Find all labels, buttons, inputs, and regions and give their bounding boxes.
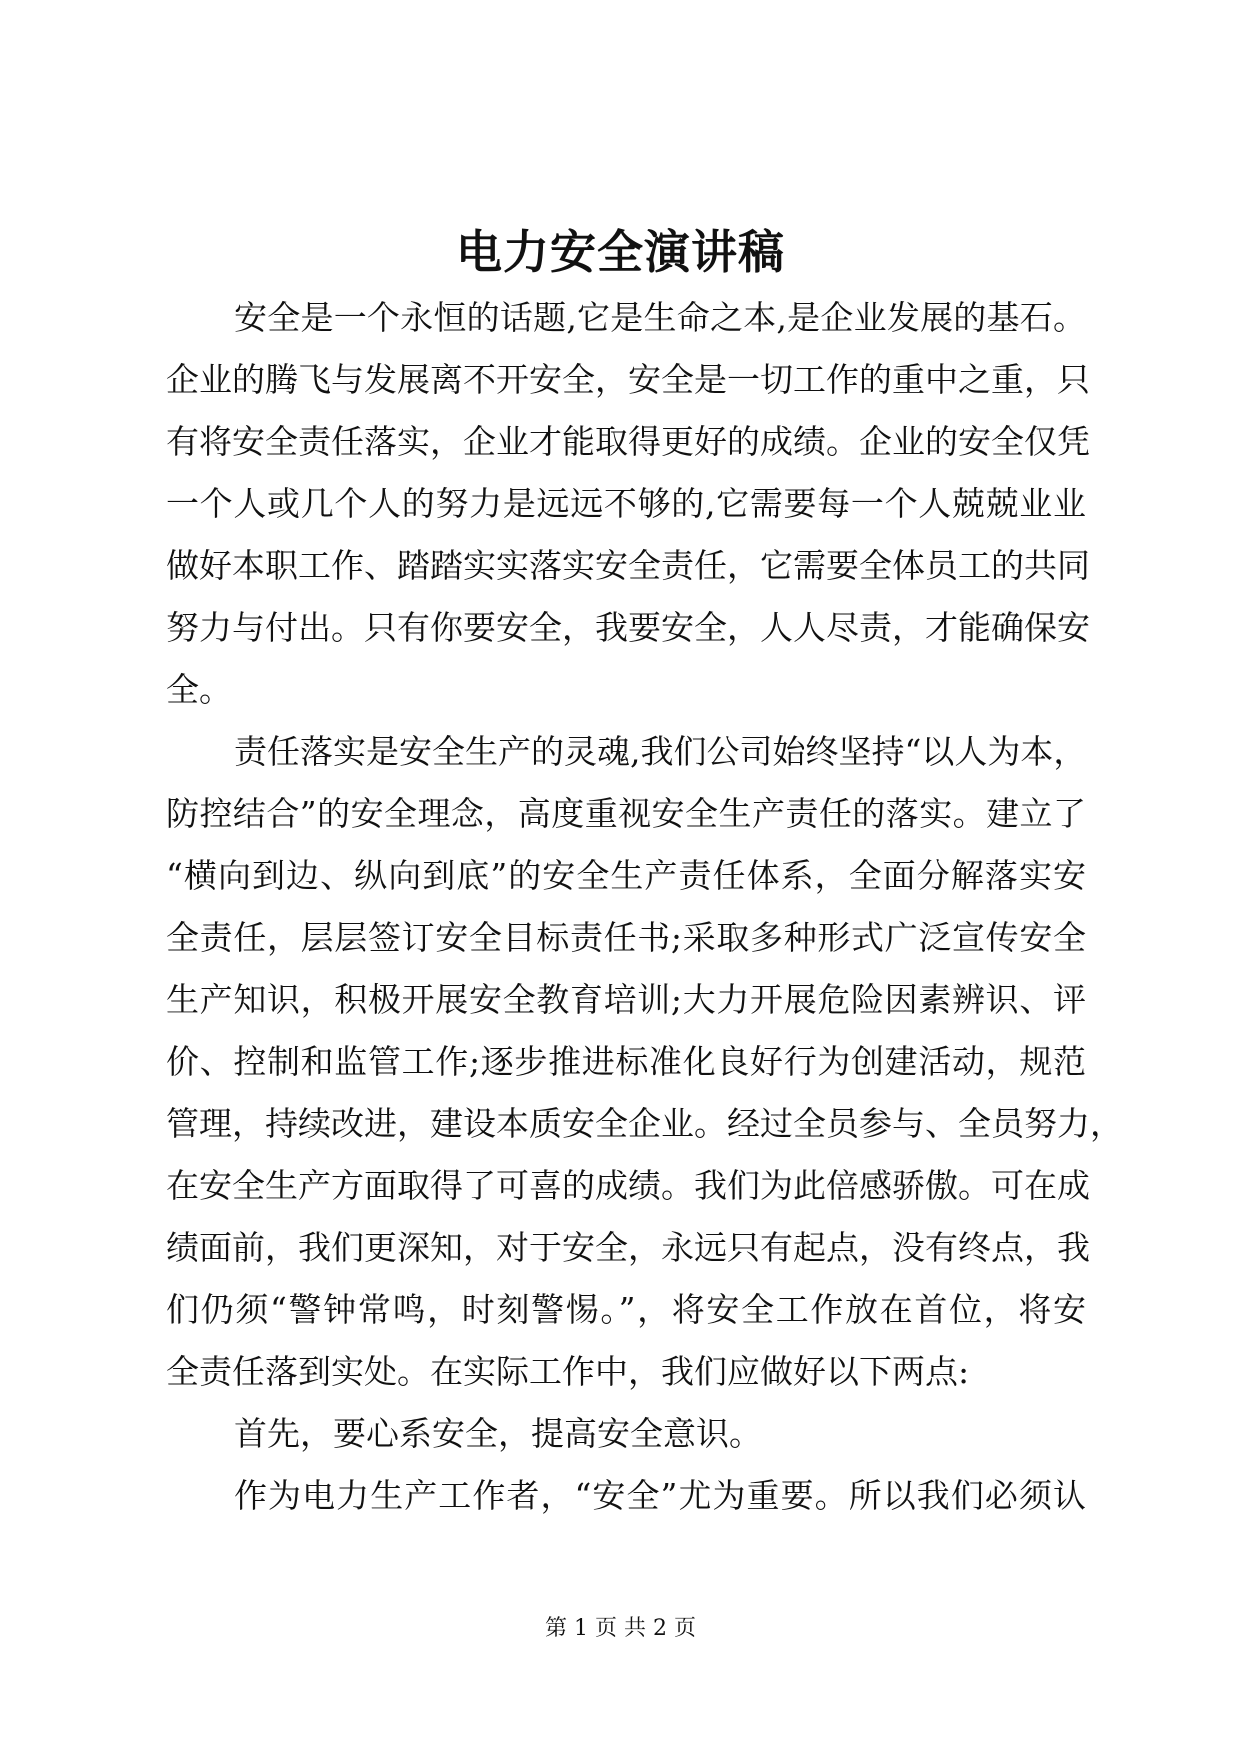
body-line: 价、控制和监管工作;逐步推进标准化良好行为创建活动，规范 xyxy=(166,1042,1086,1081)
page-footer: 第 1 页 共 2 页 xyxy=(545,1616,696,1641)
body-line: 企业的腾飞与发展离不开安全，安全是一切工作的重中之重，只 xyxy=(166,360,1090,399)
body-line: 全责任落到实处。在实际工作中，我们应做好以下两点: xyxy=(166,1352,970,1391)
body-line: “横向到边、纵向到底”的安全生产责任体系，全面分解落实安 xyxy=(166,856,1086,895)
body-line: 努力与付出。只有你要安全，我要安全，人人尽责，才能确保安 xyxy=(166,608,1090,647)
document-title: 电力安全演讲稿 xyxy=(456,225,785,279)
body-line: 责任落实是安全生产的灵魂,我们公司始终坚持“以人为本， xyxy=(234,732,1087,771)
body-line: 做好本职工作、踏踏实实落实安全责任，它需要全体员工的共同 xyxy=(166,546,1090,585)
body-line: 首先，要心系安全，提高安全意识。 xyxy=(234,1414,762,1453)
body-line: 一个人或几个人的努力是远远不够的,它需要每一个人兢兢业业 xyxy=(166,484,1086,523)
body-line: 生产知识，积极开展安全教育培训;大力开展危险因素辨识、评 xyxy=(166,980,1086,1019)
body-line: 防控结合”的安全理念，高度重视安全生产责任的落实。建立了 xyxy=(166,794,1086,833)
body-line: 们仍须“警钟常鸣，时刻警惕。”，将安全工作放在首位，将安 xyxy=(166,1290,1086,1329)
body-line: 全。 xyxy=(166,670,232,709)
body-line: 绩面前，我们更深知，对于安全，永远只有起点，没有终点，我 xyxy=(166,1228,1090,1267)
body-line: 全责任，层层签订安全目标责任书;采取多种形式广泛宣传安全 xyxy=(166,918,1086,957)
body-line: 作为电力生产工作者，“安全”尤为重要。所以我们必须认 xyxy=(234,1476,1086,1515)
document-body xyxy=(166,287,1123,1527)
body-line: 有将安全责任落实，企业才能取得更好的成绩。企业的安全仅凭 xyxy=(166,422,1090,461)
body-line: 在安全生产方面取得了可喜的成绩。我们为此倍感骄傲。可在成 xyxy=(166,1166,1090,1205)
body-line: 安全是一个永恒的话题,它是生命之本,是企业发展的基石。 xyxy=(234,298,1086,337)
body-line: 管理，持续改进，建设本质安全企业。经过全员参与、全员努力， xyxy=(166,1104,1123,1143)
